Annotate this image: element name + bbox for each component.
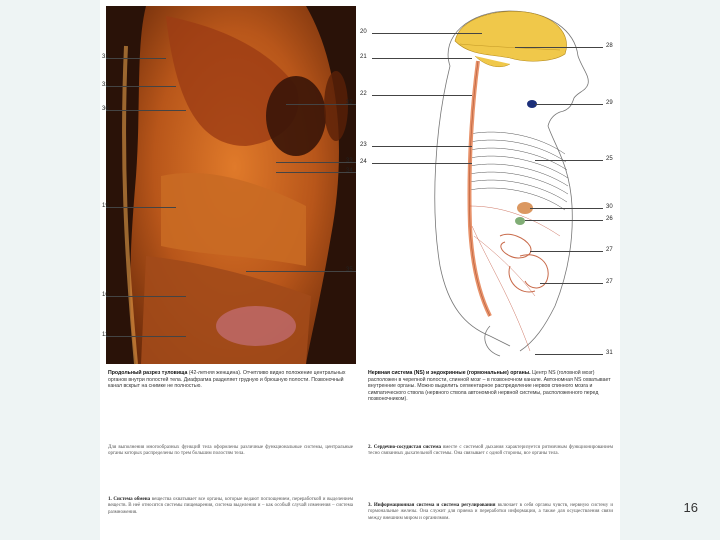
- diagram-label-24: 24: [360, 159, 367, 165]
- diagram-label-22: 22: [360, 91, 367, 97]
- caption-left-text: (42-летняя женщина). Отчетливо видно положение центральных органов внутри полостей тела. Диафрагма разделяет грудную и брюшную полости. Позвоночный канал вскрыт на снимке не полностью.: [108, 370, 346, 390]
- photo-label-11: 11: [102, 332, 109, 338]
- caption-right-text: Центр NS (головной мозг) расположен в черепной полости, спинной мозг – в позвоночном канале. Автономная NS охватывает внутренние органы. Можно выделить сегментарное распределение нервов спинного мозга и симпатического ствола (нервного ствола автономной нервной системы, расположенного перед позвоночником).: [368, 370, 611, 403]
- diagram-label-20: 20: [360, 29, 367, 35]
- photo-label-32-left: 32: [102, 82, 109, 88]
- photo-label-32-right: 32: [346, 100, 353, 106]
- photo-label-35: 35: [346, 267, 353, 273]
- photo-label-10: 10: [102, 292, 109, 298]
- diagram-label-27-upper: 27: [606, 247, 613, 253]
- right-section-1-body: вместе с системой дыхания характеризуется ритмичным функционированием тесно связанных дыхательной системы. Она связывает с одной стороны, все органы тела.: [368, 445, 614, 457]
- body-text-left-section: [108, 497, 353, 516]
- diagram-label-28: 28: [606, 43, 613, 49]
- left-intro-paragraph: Для выполнения многообразных функций тела оформлены различные функциональные системы, центральные органы которых распределены по трем большим полостям тела.: [108, 445, 353, 457]
- diagram-label-27-lower: 27: [606, 279, 613, 285]
- figure-caption-left: [108, 370, 356, 390]
- body-text-right-section-2: [368, 503, 613, 522]
- photo-label-33: 33: [346, 158, 353, 164]
- right-section-2-body: включает в себя органы чувств, нервную систему и гормональные железы. Она служит для приема и переработки информации, а также для осуществления связи между внешним миром и организмом.: [368, 503, 613, 521]
- left-section-body: вещества охватывает все органы, которые ведают поглощением, переработкой и выделением веществ. В неё относятся системы пищеварения, система выделения и – как особый случай изменения – система размножения.: [108, 497, 353, 515]
- left-section-heading: 1. Система обмена: [108, 497, 151, 502]
- nervous-system-illustration: [360, 6, 618, 364]
- page-scan: [100, 0, 620, 540]
- caption-right-title: Нервная система (NS) и эндокринные (гормональные) органы.: [368, 370, 531, 376]
- photo-label-34: 34: [346, 168, 353, 174]
- photo-label-36: 36: [102, 106, 109, 112]
- body-text-right-section-1: [368, 445, 613, 458]
- diagram-label-30: 30: [606, 204, 613, 210]
- diagram-label-23: 23: [360, 142, 367, 148]
- nervous-system-diagram: [360, 6, 618, 364]
- diagram-label-29: 29: [606, 100, 613, 106]
- diagram-label-21: 21: [360, 54, 367, 60]
- photo-label-31: 31: [102, 54, 109, 60]
- diagram-label-31: 31: [606, 350, 613, 356]
- sagittal-section-photo: [102, 6, 356, 364]
- body-text-left-intro: [108, 445, 353, 464]
- photo-label-19: 19: [102, 203, 109, 209]
- right-section-2-heading: 3. Информационная система и система регулирования: [368, 503, 496, 508]
- diagram-label-26: 26: [606, 216, 613, 222]
- slide-number: 16: [683, 500, 698, 515]
- figure-caption-right: [368, 370, 616, 403]
- sagittal-section-image: [106, 6, 356, 364]
- diagram-label-25: 25: [606, 156, 613, 162]
- caption-left-title: Продольный разрез туловища: [108, 370, 188, 376]
- right-section-1-heading: 2. Сердечно-сосудистая система: [368, 445, 442, 450]
